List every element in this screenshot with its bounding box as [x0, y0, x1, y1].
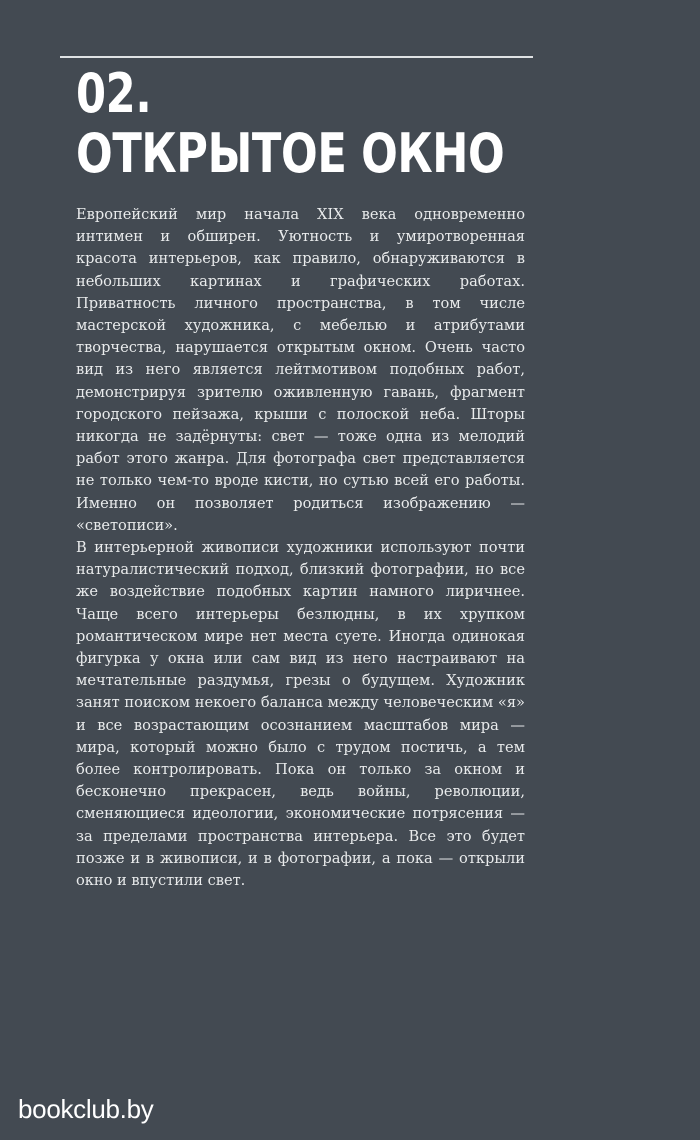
site-watermark: bookclub.by	[18, 1094, 154, 1124]
paragraph-1: Европейский мир начала XIX века одновременно интимен и обширен. Уютность и умиротворенная красота интерьеров, как правило, обнаруживаются в небольших картинах и графических работах. Приватность личного пространства, в том числе мастерской художника, с мебелью и атрибутами творчества, нарушается открытым окном. Очень часто вид из него является лейтмотивом подобных работ, демонстрируя зрителю оживленную гавань, фрагмент городского пейзажа, крыши с полоской неба. Шторы никогда не задёрнуты: свет — тоже одна из мелодий работ этого жанра. Для фотографа свет представляется не только чем-то вроде кисти, но сутью всей его работы. Именно он позволяет родиться изображению — «светописи».	[76, 206, 525, 534]
chapter-number: 02.	[76, 62, 152, 125]
paragraph-2: В интерьерной живописи художники используют почти натуралистический подход, близкий фотографии, но все же воздействие подобных картин намного лиричнее. Чаще всего интерьеры безлюдны, в их хрупком романтическом мире нет места суете. Иногда одинокая фигурка у окна или сам вид из него настраивают на мечтательные раздумья, грезы о будущем. Художник занят поиском некоего баланса между человеческим «я» и все возрастающим осознанием масштабов мира — мира, который можно было с трудом постичь, а тем более контролировать. Пока он только за окном и бесконечно прекрасен, ведь войны, революции, сменяющиеся идеологии, экономические потрясения — за пределами пространства интерьера. Все это будет позже и в живописи, и в фотографии, а пока — открыли окно и впустили свет.	[76, 539, 525, 890]
chapter-title	[76, 64, 508, 184]
chapter-name: ОТКРЫТОЕ ОКНО	[76, 122, 505, 185]
chapter-body	[76, 204, 525, 892]
top-divider-line	[60, 56, 533, 58]
